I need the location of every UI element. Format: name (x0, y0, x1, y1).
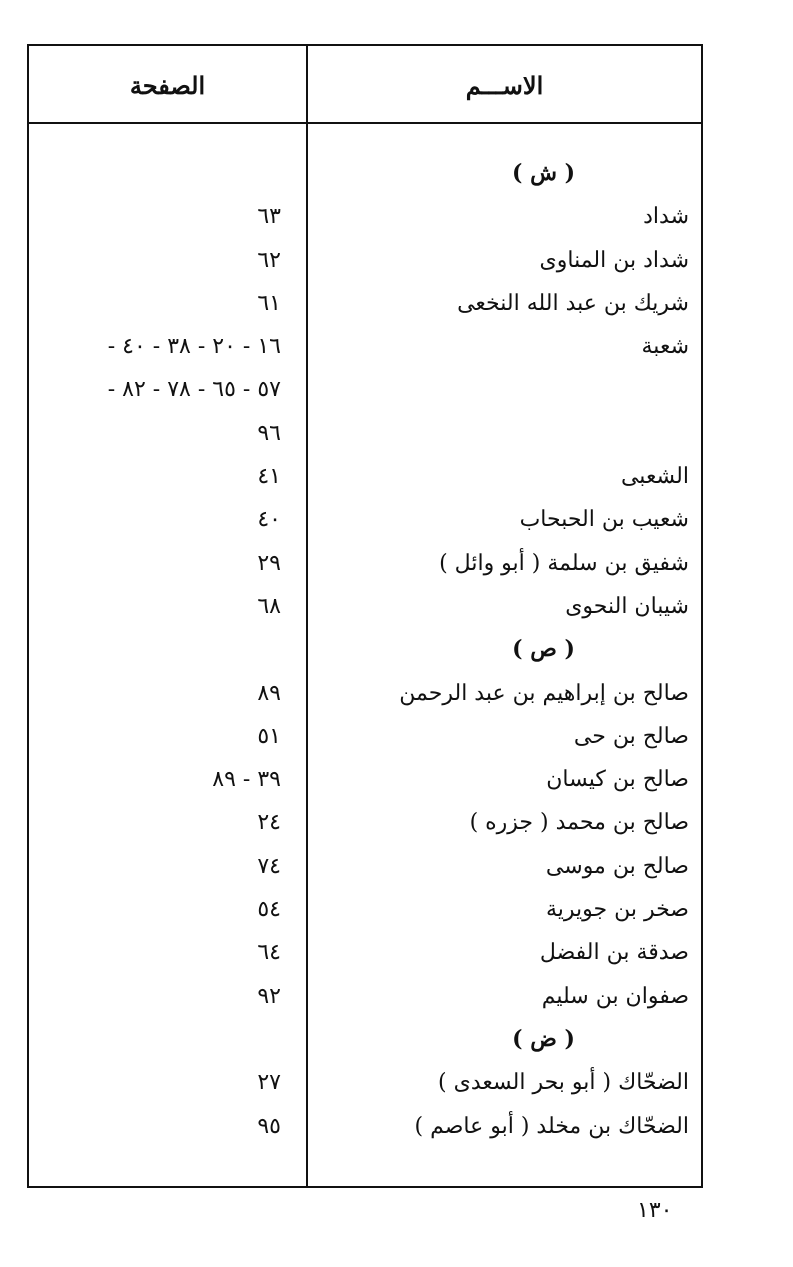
index-rows (29, 152, 701, 1148)
index-row (29, 498, 701, 541)
letter-heading-row (29, 152, 701, 195)
entry-name: شيبان النحوى (565, 593, 689, 619)
letter-heading: ( ض ) (512, 1025, 575, 1052)
index-row (29, 801, 701, 844)
index-row (29, 412, 701, 455)
entry-pages: ٩٢ (257, 983, 281, 1009)
entry-pages: ٤٠ (257, 507, 281, 533)
entry-name: صدقة بن الفضل (539, 940, 689, 966)
entry-pages (37, 628, 281, 671)
entry-name: صالح بن محمد ( جزره ) (469, 810, 689, 836)
index-row (29, 585, 701, 628)
entry-pages: ٦١ (257, 290, 281, 316)
entry-pages: ٥٤ (257, 897, 281, 923)
page-number: ١٣٠ (637, 1198, 673, 1223)
entry-pages: ٢٧ (257, 1070, 281, 1096)
index-row (29, 931, 701, 974)
entry-pages: ٢٩ (257, 550, 281, 576)
entry-pages (37, 1018, 281, 1061)
entry-pages: ١٦ - ٢٠ - ٣٨ - ٤٠ - (107, 334, 281, 360)
entry-name: شداد بن المناوى (539, 247, 689, 273)
entry-pages: ٦٨ (257, 593, 281, 619)
entry-name: صالح بن موسى (545, 853, 689, 879)
index-row (29, 672, 701, 715)
index-row (29, 888, 701, 931)
index-row (29, 542, 701, 585)
index-row (29, 845, 701, 888)
index-row (29, 1061, 701, 1104)
index-table (27, 44, 703, 1188)
index-row (29, 1105, 701, 1148)
entry-pages: ٧٤ (257, 853, 281, 879)
header-name: الاســـم (465, 71, 544, 100)
letter-heading: ( ص ) (512, 636, 575, 663)
letter-heading-row (29, 628, 701, 671)
entry-pages (37, 152, 281, 195)
letter-heading-row (29, 1018, 701, 1061)
index-row (29, 758, 701, 801)
entry-pages: ٦٢ (257, 247, 281, 273)
entry-name (308, 412, 689, 455)
index-row (29, 195, 701, 238)
entry-pages: ٥١ (257, 723, 281, 749)
header-page: الصفحة (129, 71, 206, 100)
entry-pages: ٤١ (257, 464, 281, 490)
index-row (29, 239, 701, 282)
index-row (29, 455, 701, 498)
index-row (29, 715, 701, 758)
entry-name: الضحّاك بن مخلد ( أبو عاصم ) (414, 1113, 689, 1139)
entry-name: الشعبى (620, 464, 689, 490)
entry-name: صالح بن كيسان (546, 767, 689, 793)
entry-pages: ٦٣ (257, 204, 281, 230)
index-row (29, 325, 701, 368)
entry-name: شداد (643, 204, 689, 230)
entry-pages: ٩٦ (257, 420, 281, 446)
index-row (29, 975, 701, 1018)
entry-name: الضحّاك ( أبو بحر السعدى ) (438, 1070, 689, 1096)
entry-name: شفيق بن سلمة ( أبو وائل ) (439, 550, 689, 576)
entry-pages: ٩٥ (257, 1113, 281, 1139)
entry-name: صالح بن إبراهيم بن عبد الرحمن (399, 680, 689, 706)
entry-pages: ٦٤ (257, 940, 281, 966)
entry-name: صفوان بن سليم (541, 983, 689, 1009)
entry-name: شعيب بن الحبحاب (519, 507, 689, 533)
entry-name: شريك بن عبد الله النخعى (457, 290, 689, 316)
letter-heading: ( ش ) (512, 160, 575, 186)
header-divider (29, 122, 701, 124)
entry-pages: ٢٤ (257, 810, 281, 836)
entry-pages: ٥٧ - ٦٥ - ٧٨ - ٨٢ - (107, 377, 281, 403)
entry-pages: ٨٩ (257, 680, 281, 706)
entry-name (308, 368, 689, 411)
entry-name: صخر بن جويرية (545, 897, 689, 923)
entry-pages: ٣٩ - ٨٩ (212, 767, 281, 793)
index-row (29, 282, 701, 325)
entry-name: صالح بن حى (573, 723, 689, 749)
entry-name: شعبة (641, 334, 689, 360)
index-row (29, 368, 701, 411)
